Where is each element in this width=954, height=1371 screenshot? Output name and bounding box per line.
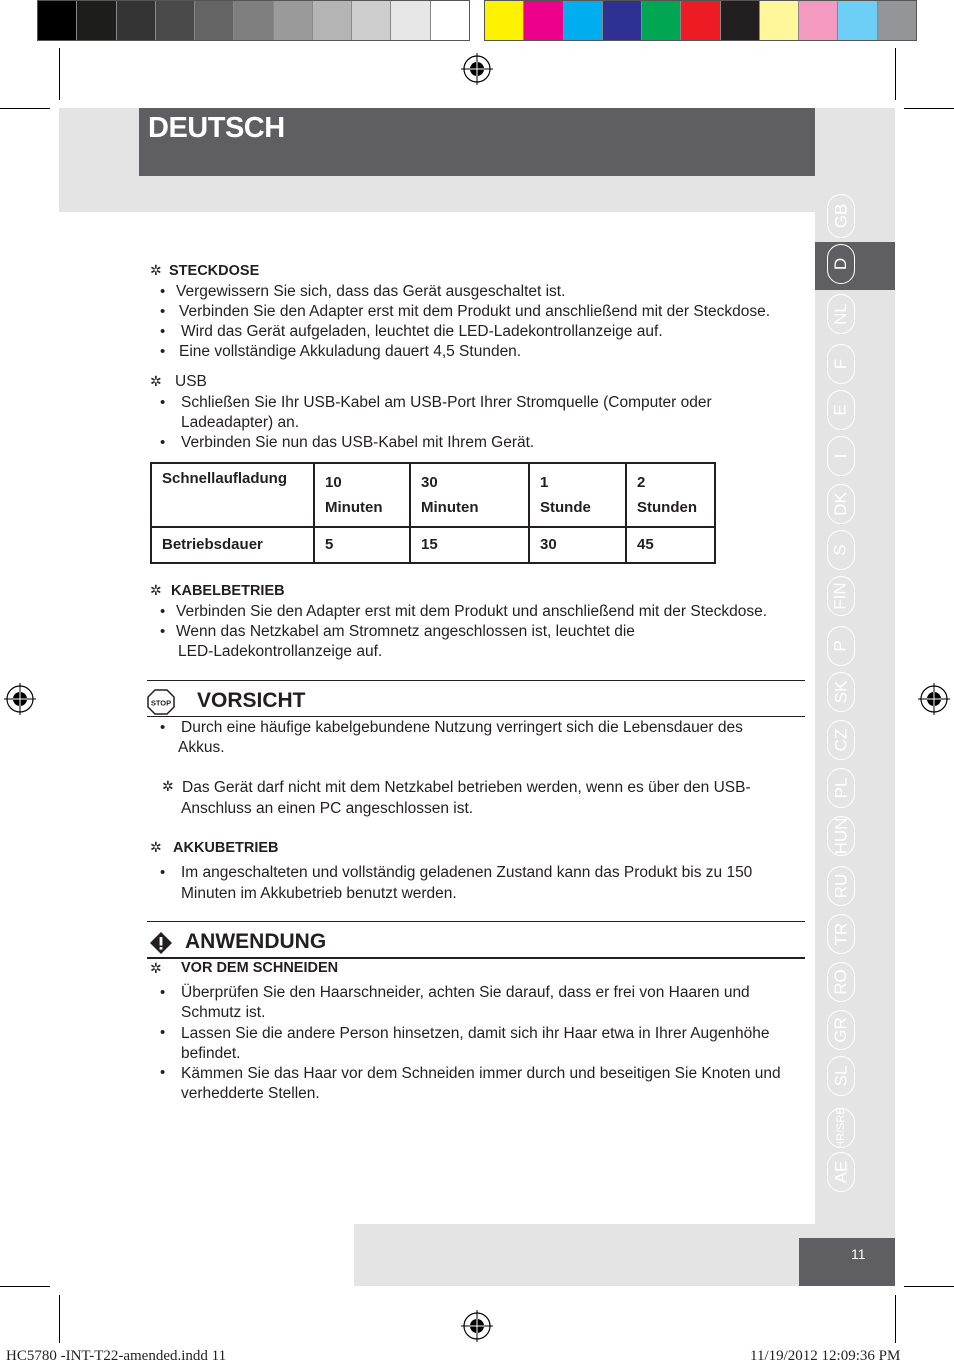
- language-tab-tr[interactable]: [827, 914, 855, 954]
- color-swatch: [799, 1, 838, 40]
- language-tab-label: P: [831, 640, 850, 652]
- bullet: •: [160, 603, 166, 620]
- language-tab-label: RO: [831, 969, 850, 995]
- color-bar-cmyk: [484, 0, 917, 41]
- language-tab-label: RU: [831, 873, 850, 899]
- language-tab-label: DK: [831, 492, 850, 516]
- bullet: •: [160, 623, 166, 640]
- row-label: Betriebsdauer: [162, 536, 263, 553]
- language-tab-label: NL: [830, 303, 850, 325]
- registration-mark-icon: [461, 53, 493, 85]
- language-tab-gb[interactable]: [827, 194, 855, 238]
- cell-unit: Minuten: [325, 499, 383, 516]
- language-tab-label: HR/SRB: [835, 1107, 847, 1149]
- language-tab-sl[interactable]: [827, 1056, 855, 1096]
- table-cell: [410, 527, 529, 563]
- table-cell: [410, 463, 529, 527]
- language-tab-sk[interactable]: [827, 672, 855, 712]
- sun-icon: ✲: [150, 263, 162, 279]
- language-tab-cz[interactable]: [827, 720, 855, 760]
- list-item-continuation: Ladeadapter) an.: [181, 414, 300, 431]
- language-tab-label: HUN: [831, 817, 850, 855]
- color-swatch: [195, 1, 234, 40]
- bullet: •: [160, 1024, 166, 1041]
- cell-value: 15: [421, 536, 438, 553]
- print-timestamp: 11/19/2012 12:09:36 PM: [750, 1348, 901, 1364]
- cell-value: 1: [540, 474, 549, 491]
- bullet: •: [160, 719, 166, 736]
- section-heading-vorsicht: VORSICHT: [197, 689, 306, 712]
- language-tab-label: GR: [831, 1017, 850, 1043]
- stop-icon: [147, 689, 175, 715]
- subheading-vor-dem-schneiden: VOR DEM SCHNEIDEN: [181, 960, 339, 976]
- language-tab-gr[interactable]: [827, 1010, 855, 1050]
- list-item: Vergewissern Sie sich, dass das Gerät ausgeschaltet ist.: [176, 283, 566, 300]
- color-swatch: [485, 1, 524, 40]
- bullet: •: [160, 984, 166, 1001]
- sun-icon: ✲: [150, 583, 162, 599]
- page-number-box: [799, 1238, 895, 1286]
- table-cell: [529, 463, 626, 527]
- language-tab-label: CZ: [830, 728, 850, 752]
- cell-value: 10: [325, 474, 342, 491]
- list-item: Durch eine häufige kabelgebundene Nutzung verringert sich die Lebensdauer des: [181, 719, 743, 736]
- list-item: Lassen Sie die andere Person hinsetzen, damit sich ihr Haar etwa in Ihrer Augenhöhe: [181, 1025, 770, 1042]
- cell-unit: Stunde: [540, 499, 591, 516]
- cell-value: 2: [637, 474, 646, 491]
- language-tab-nl[interactable]: [827, 294, 855, 334]
- crop-mark: [0, 108, 50, 109]
- color-swatch: [681, 1, 720, 40]
- color-swatch: [838, 1, 877, 40]
- language-tab-dk[interactable]: [827, 484, 855, 524]
- list-item-continuation: befindet.: [181, 1045, 241, 1062]
- language-tab-label: SL: [830, 1065, 850, 1087]
- cell-unit: Stunden: [637, 499, 697, 516]
- stop-icon-label: STOP: [150, 698, 172, 708]
- registration-mark-icon: [918, 683, 950, 715]
- language-tab-pl[interactable]: [827, 768, 855, 808]
- table-cell: [529, 527, 626, 563]
- list-item: Verbinden Sie nun das USB-Kabel mit Ihrem Gerät.: [181, 434, 535, 451]
- list-item: Eine vollständige Akkuladung dauert 4,5 Stunden.: [179, 343, 522, 360]
- color-swatch: [721, 1, 760, 40]
- sun-icon: ✲: [150, 961, 162, 977]
- crop-mark: [904, 1286, 954, 1287]
- crop-mark: [895, 1295, 896, 1343]
- list-item-continuation: Schmutz ist.: [181, 1004, 266, 1021]
- list-item: Im angeschalteten und vollständig geladenen Zustand kann das Produkt bis zu 150: [181, 864, 753, 881]
- color-swatch: [274, 1, 313, 40]
- cell-value: 30: [421, 474, 438, 491]
- language-tab-label: F: [830, 358, 850, 370]
- divider: [147, 921, 805, 922]
- bullet: •: [160, 323, 166, 340]
- table-cell: [314, 463, 410, 527]
- bullet: •: [160, 303, 166, 320]
- row-label: Schnellaufladung: [162, 470, 288, 487]
- language-tab-label: GB: [831, 203, 850, 229]
- bullet: •: [160, 283, 166, 300]
- list-item: Kämmen Sie das Haar vor dem Schneiden immer durch und beseitigen Sie Knoten und: [181, 1065, 781, 1082]
- color-swatch: [313, 1, 352, 40]
- color-swatch: [878, 1, 916, 40]
- table-cell: [626, 463, 715, 527]
- language-tab-d[interactable]: [827, 244, 855, 284]
- bullet: •: [160, 394, 166, 411]
- section-heading-anwendung: ANWENDUNG: [185, 930, 327, 953]
- language-tab-f[interactable]: [827, 344, 855, 384]
- file-slug: HC5780 -INT-T22-amended.indd 11: [6, 1348, 227, 1364]
- registration-mark-icon: [461, 1310, 493, 1342]
- cell-value: 45: [637, 536, 654, 553]
- language-tab-hr-srb[interactable]: [827, 1108, 855, 1148]
- language-tab-label: S: [831, 544, 850, 556]
- language-tab-label: TR: [830, 922, 850, 946]
- language-tab-label: AE: [831, 1160, 850, 1184]
- color-swatch: [642, 1, 681, 40]
- color-swatch: [391, 1, 430, 40]
- cell-value: 5: [325, 536, 334, 553]
- color-swatch: [524, 1, 563, 40]
- language-tab-ro[interactable]: [827, 962, 855, 1002]
- language-tab-label: I: [830, 453, 850, 459]
- cell-value: 30: [540, 536, 557, 553]
- color-swatch: [431, 1, 469, 40]
- table-cell: [151, 527, 314, 563]
- note-text: Das Gerät darf nicht mit dem Netzkabel betrieben werden, wenn es über den USB-: [182, 779, 751, 796]
- color-swatch: [603, 1, 642, 40]
- section-heading-kabelbetrieb: KABELBETRIEB: [171, 583, 285, 599]
- registration-mark-icon: [4, 683, 36, 715]
- list-item: Wird das Gerät aufgeladen, leuchtet die LED-Ladekontrollanzeige auf.: [181, 323, 663, 340]
- list-item-continuation: verhedderte Stellen.: [181, 1085, 320, 1102]
- note-text-continuation: Anschluss an einen PC angeschlossen ist.: [181, 800, 474, 817]
- language-tab-hun[interactable]: [827, 816, 855, 856]
- list-item-continuation: LED-Ladekontrollanzeige auf.: [178, 643, 383, 660]
- bullet: •: [160, 434, 166, 451]
- list-item: Schließen Sie Ihr USB-Kabel am USB-Port Ihrer Stromquelle (Computer oder: [181, 394, 712, 411]
- language-tab-i[interactable]: [827, 436, 855, 476]
- divider: [147, 716, 805, 717]
- language-tab-p[interactable]: [827, 626, 855, 666]
- language-tab-label: SK: [831, 680, 850, 704]
- color-swatch: [117, 1, 156, 40]
- section-heading-steckdose: STECKDOSE: [169, 263, 260, 279]
- color-swatch: [564, 1, 603, 40]
- page-number: 11: [851, 1246, 866, 1262]
- page-title: DEUTSCH: [148, 112, 285, 144]
- color-swatch: [38, 1, 77, 40]
- list-item-continuation: Minuten im Akkubetrieb benutzt werden.: [181, 885, 457, 902]
- warning-diamond-icon: [149, 931, 173, 955]
- color-swatch: [156, 1, 195, 40]
- crop-mark: [904, 108, 954, 109]
- cell-unit: Minuten: [421, 499, 479, 516]
- bullet: •: [160, 1064, 166, 1081]
- color-bar-grayscale: [37, 0, 470, 41]
- language-tab-label: FIN: [831, 582, 851, 610]
- language-tab-label: D: [831, 257, 850, 271]
- table-cell: [314, 527, 410, 563]
- section-heading-akkubetrieb: AKKUBETRIEB: [173, 840, 279, 856]
- section-heading-usb: USB: [175, 373, 207, 390]
- color-swatch: [77, 1, 116, 40]
- sun-icon: ✲: [150, 374, 162, 390]
- list-item-continuation: Akkus.: [178, 739, 225, 756]
- bullet: •: [160, 864, 166, 881]
- sun-icon: ✲: [162, 779, 174, 795]
- language-tab-ae[interactable]: [827, 1152, 855, 1192]
- language-tab-ru[interactable]: [827, 866, 855, 906]
- list-item: Verbinden Sie den Adapter erst mit dem Produkt und anschließend mit der Steckdose.: [179, 303, 771, 320]
- language-tab-fin[interactable]: [827, 576, 855, 616]
- crop-mark: [0, 1286, 50, 1287]
- language-tab-label: PL: [830, 777, 850, 799]
- table-cell: [151, 463, 314, 527]
- table-cell: [626, 527, 715, 563]
- color-swatch: [352, 1, 391, 40]
- bullet: •: [160, 343, 166, 360]
- language-tab-e[interactable]: [827, 390, 855, 430]
- list-item: Wenn das Netzkabel am Stromnetz angeschlossen ist, leuchtet die: [176, 623, 635, 640]
- language-tab-s[interactable]: [827, 530, 855, 570]
- color-swatch: [234, 1, 273, 40]
- divider: [147, 957, 805, 959]
- crop-mark: [895, 48, 896, 100]
- list-item: Verbinden Sie den Adapter erst mit dem Produkt und anschließend mit der Steckdose.: [176, 603, 768, 620]
- sun-icon: ✲: [150, 840, 162, 856]
- divider: [147, 680, 805, 681]
- crop-mark: [59, 1295, 60, 1343]
- color-swatch: [760, 1, 799, 40]
- language-tab-label: E: [831, 404, 850, 416]
- list-item: Überprüfen Sie den Haarschneider, achten Sie darauf, dass er frei von Haaren und: [181, 984, 750, 1001]
- charging-table: [150, 462, 716, 564]
- crop-mark: [59, 48, 60, 100]
